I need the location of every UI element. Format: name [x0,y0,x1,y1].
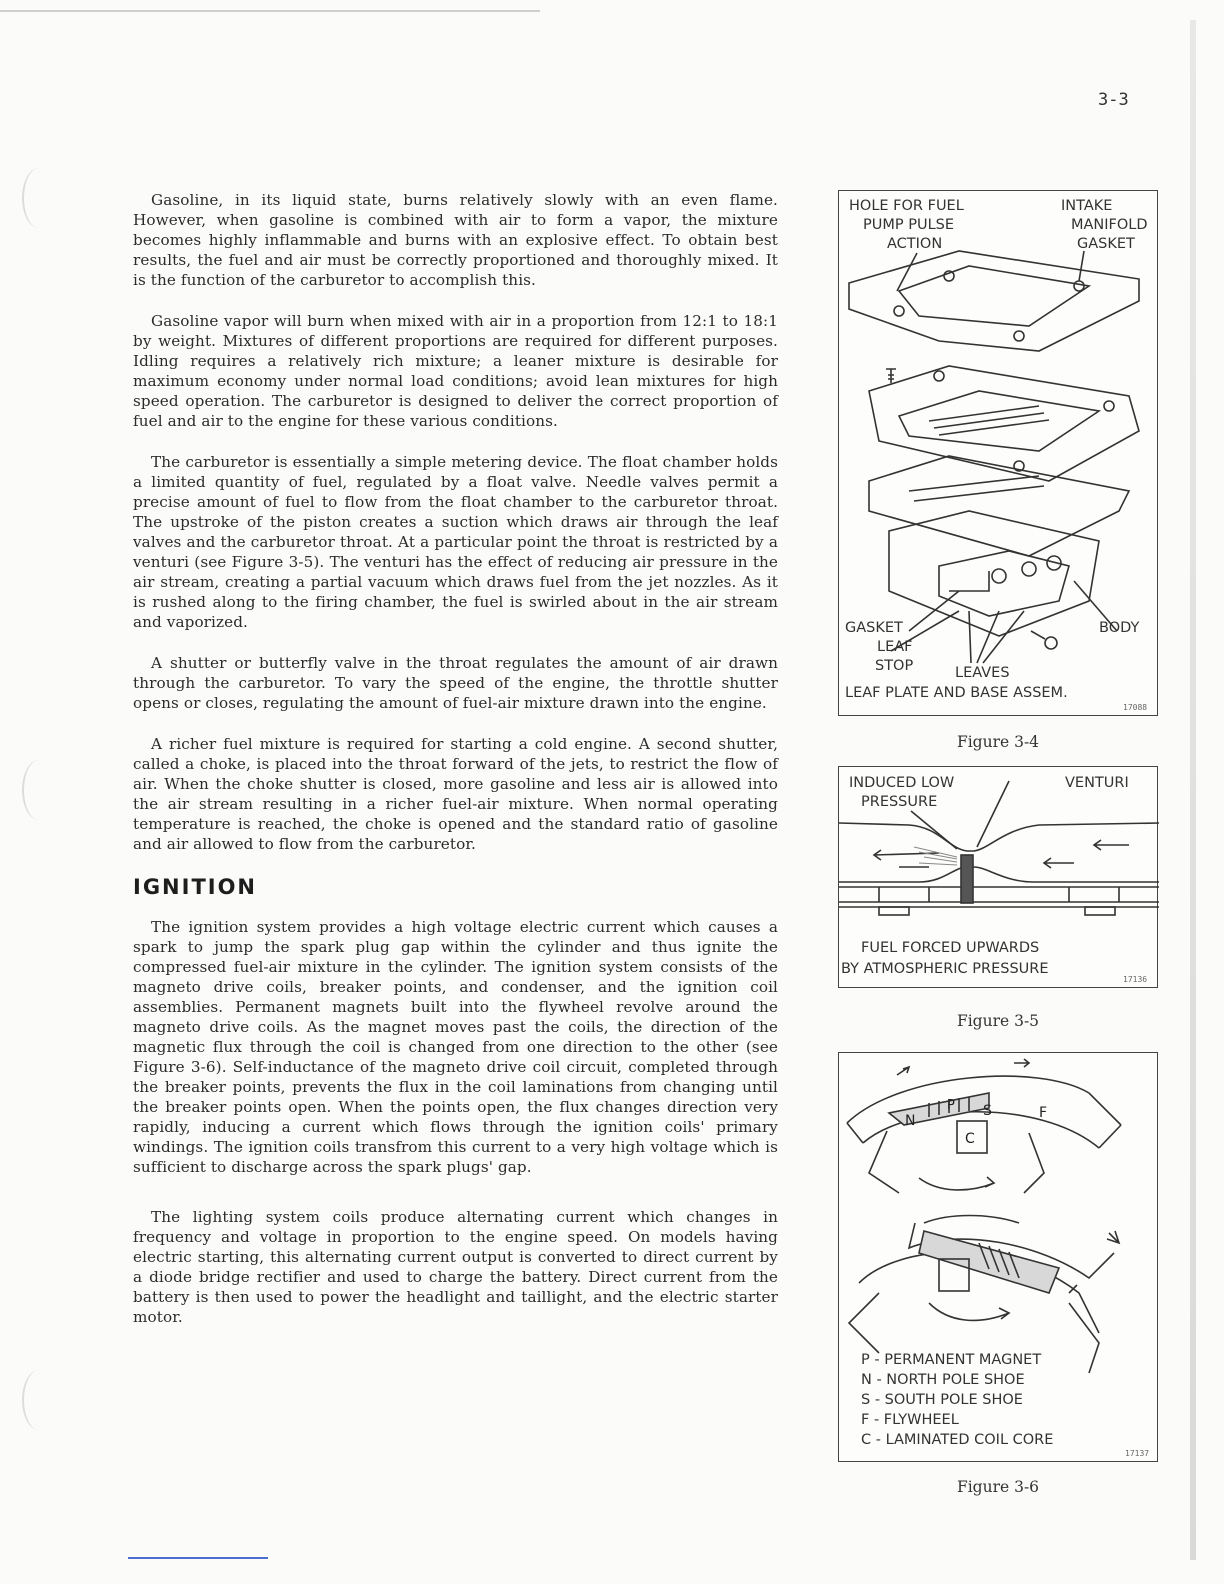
figure-3-6 [838,1052,1158,1462]
label-atmospheric: BY ATMOSPHERIC PRESSURE [841,961,1049,977]
label-leaves: LEAVES [955,665,1010,681]
label-body: BODY [1099,620,1140,636]
page-number: 3-3 [1098,90,1129,110]
figure-3-6-caption: Figure 3-6 [956,1478,1040,1496]
figure-code: 17136 [1123,975,1148,984]
paragraph: A shutter or butterfly valve in the throat regulates the amount of air drawn through the carburetor. To vary the speed of the engine, the throttle shutter opens or closes, regulating the amount of fuel-air mixture drawn into the engine. [133,654,778,712]
paragraph: Gasoline vapor will burn when mixed with air in a proportion from 12:1 to 18:1 by weight. Mixtures of different proportions are required for different purposes. Idling requires a relatively rich mixture; a leaner mixture is desirable for maximum economy under normal load conditions; avoid lean mixtures for high speed operation. The carburetor is designed to deliver the correct proportion of fuel and air to the engine for these various conditions. [133,312,778,430]
figure-code: 17137 [1125,1449,1150,1458]
mark-c: C [965,1131,975,1147]
figure-code: 17088 [1123,703,1148,712]
legend-item: S - SOUTH POLE SHOE [861,1392,1023,1408]
label-venturi: VENTURI [1065,775,1129,791]
label-fuel-forced: FUEL FORCED UPWARDS [861,940,1040,956]
mark-p: P [947,1098,955,1113]
mark-f: F [1039,1105,1048,1121]
paragraph: Gasoline, in its liquid state, burns relatively slowly with an even flame. However, when gasoline is combined with air to form a vapor, the mixture becomes highly inflammable and burns with an explosive effect. To obtain best results, the fuel and air must be correctly proportioned and thoroughly mixed. It is the function of the carburetor to accomplish this. [133,191,778,289]
label-intake: INTAKE [1061,198,1113,214]
label-pressure: PRESSURE [861,794,938,810]
legend-item: F - FLYWHEEL [861,1412,959,1428]
label-gasket-top: GASKET [1077,236,1135,252]
label-manifold: MANIFOLD [1071,217,1148,233]
label-action: ACTION [887,236,943,252]
bottom-rule [128,1557,268,1559]
mark-n: N [905,1113,916,1129]
label-leaf: LEAF [877,639,913,655]
mark-s: S [983,1103,992,1119]
binder-hole-mark [22,760,56,820]
binder-hole-mark [22,1370,56,1430]
scan-edge-right [1190,20,1196,1560]
label-induced-low: INDUCED LOW [849,775,955,791]
legend-item: N - NORTH POLE SHOE [861,1372,1025,1388]
scan-edge-top [0,10,540,12]
figure-3-4-caption: Figure 3-4 [956,733,1040,751]
label-pump-pulse: PUMP PULSE [863,217,955,233]
label-gasket: GASKET [845,620,903,636]
paragraph: The carburetor is essentially a simple metering device. The float chamber holds a limited quantity of fuel, regulated by a float valve. Needle valves permit a precise amount of fuel to flow from the float chamber to the carburetor throat. The upstroke of the piston creates a suction which draws air through the leaf valves and the carburetor throat. At a particular point the throat is restricted by a venturi (see Figure 3-5). The venturi has the effect of reducing air pressure in the air stream, creating a partial vacuum which draws fuel from the jet nozzles. As it is rushed along to the firing chamber, the fuel is swirled about in the air stream and vaporized. [133,453,778,631]
paragraph: The lighting system coils produce alternating current which changes in frequency and voltage in proportion to the engine speed. On models having electric starting, this alternating current output is converted to direct current by a diode bridge rectifier and used to charge the battery. Direct current from the battery is then used to power the headlight and taillight, and the electric starter motor. [133,1208,778,1326]
legend-item: C - LAMINATED COIL CORE [861,1432,1054,1448]
binder-hole-mark [22,168,56,228]
paragraph: The ignition system provides a high voltage electric current which causes a spark to jump the spark plug gap within the cylinder and thus ignite the compressed fuel-air mixture in the cylinder. The ignition system consists of the magneto drive coils, breaker points, and condenser, and the ignition coil assemblies. Permanent magnets built into the flywheel revolve around the magneto drive coils. As the magnet moves past the coils, the direction of the magnetic flux through the coil is changed from one direction to the other (see Figure 3-6). Self-inductance of the magneto drive coil circuit, completed through the breaker points, prevents the flux in the coil laminations from changing until the breaker points open. When the points open, the flux changes direction very rapidly, inducing a current which flows through the ignition coils' primary windings. The ignition coils transfrom this current to a very high voltage which is sufficient to discharge across the spark plugs' gap. [133,918,778,1176]
section-heading-ignition: IGNITION [133,875,258,899]
label-stop: STOP [875,658,914,674]
figure-3-5-caption: Figure 3-5 [956,1012,1040,1030]
body-text [133,190,778,1348]
figure-3-4-title: LEAF PLATE AND BASE ASSEM. [845,685,1068,701]
label-hole-for-fuel: HOLE FOR FUEL [849,198,964,214]
paragraph: A richer fuel mixture is required for starting a cold engine. A second shutter, called a choke, is placed into the throat forward of the jets, to restrict the flow of air. When the choke shutter is closed, more gasoline and less air is allowed into the air stream resulting in a richer fuel-air mixture. When normal operating temperature is reached, the choke is opened and the standard ratio of gasoline and air allowed to flow from the carburetor. [133,735,778,853]
legend-item: P - PERMANENT MAGNET [861,1352,1042,1368]
figure-3-5 [838,766,1158,988]
figure-3-4 [838,190,1158,716]
